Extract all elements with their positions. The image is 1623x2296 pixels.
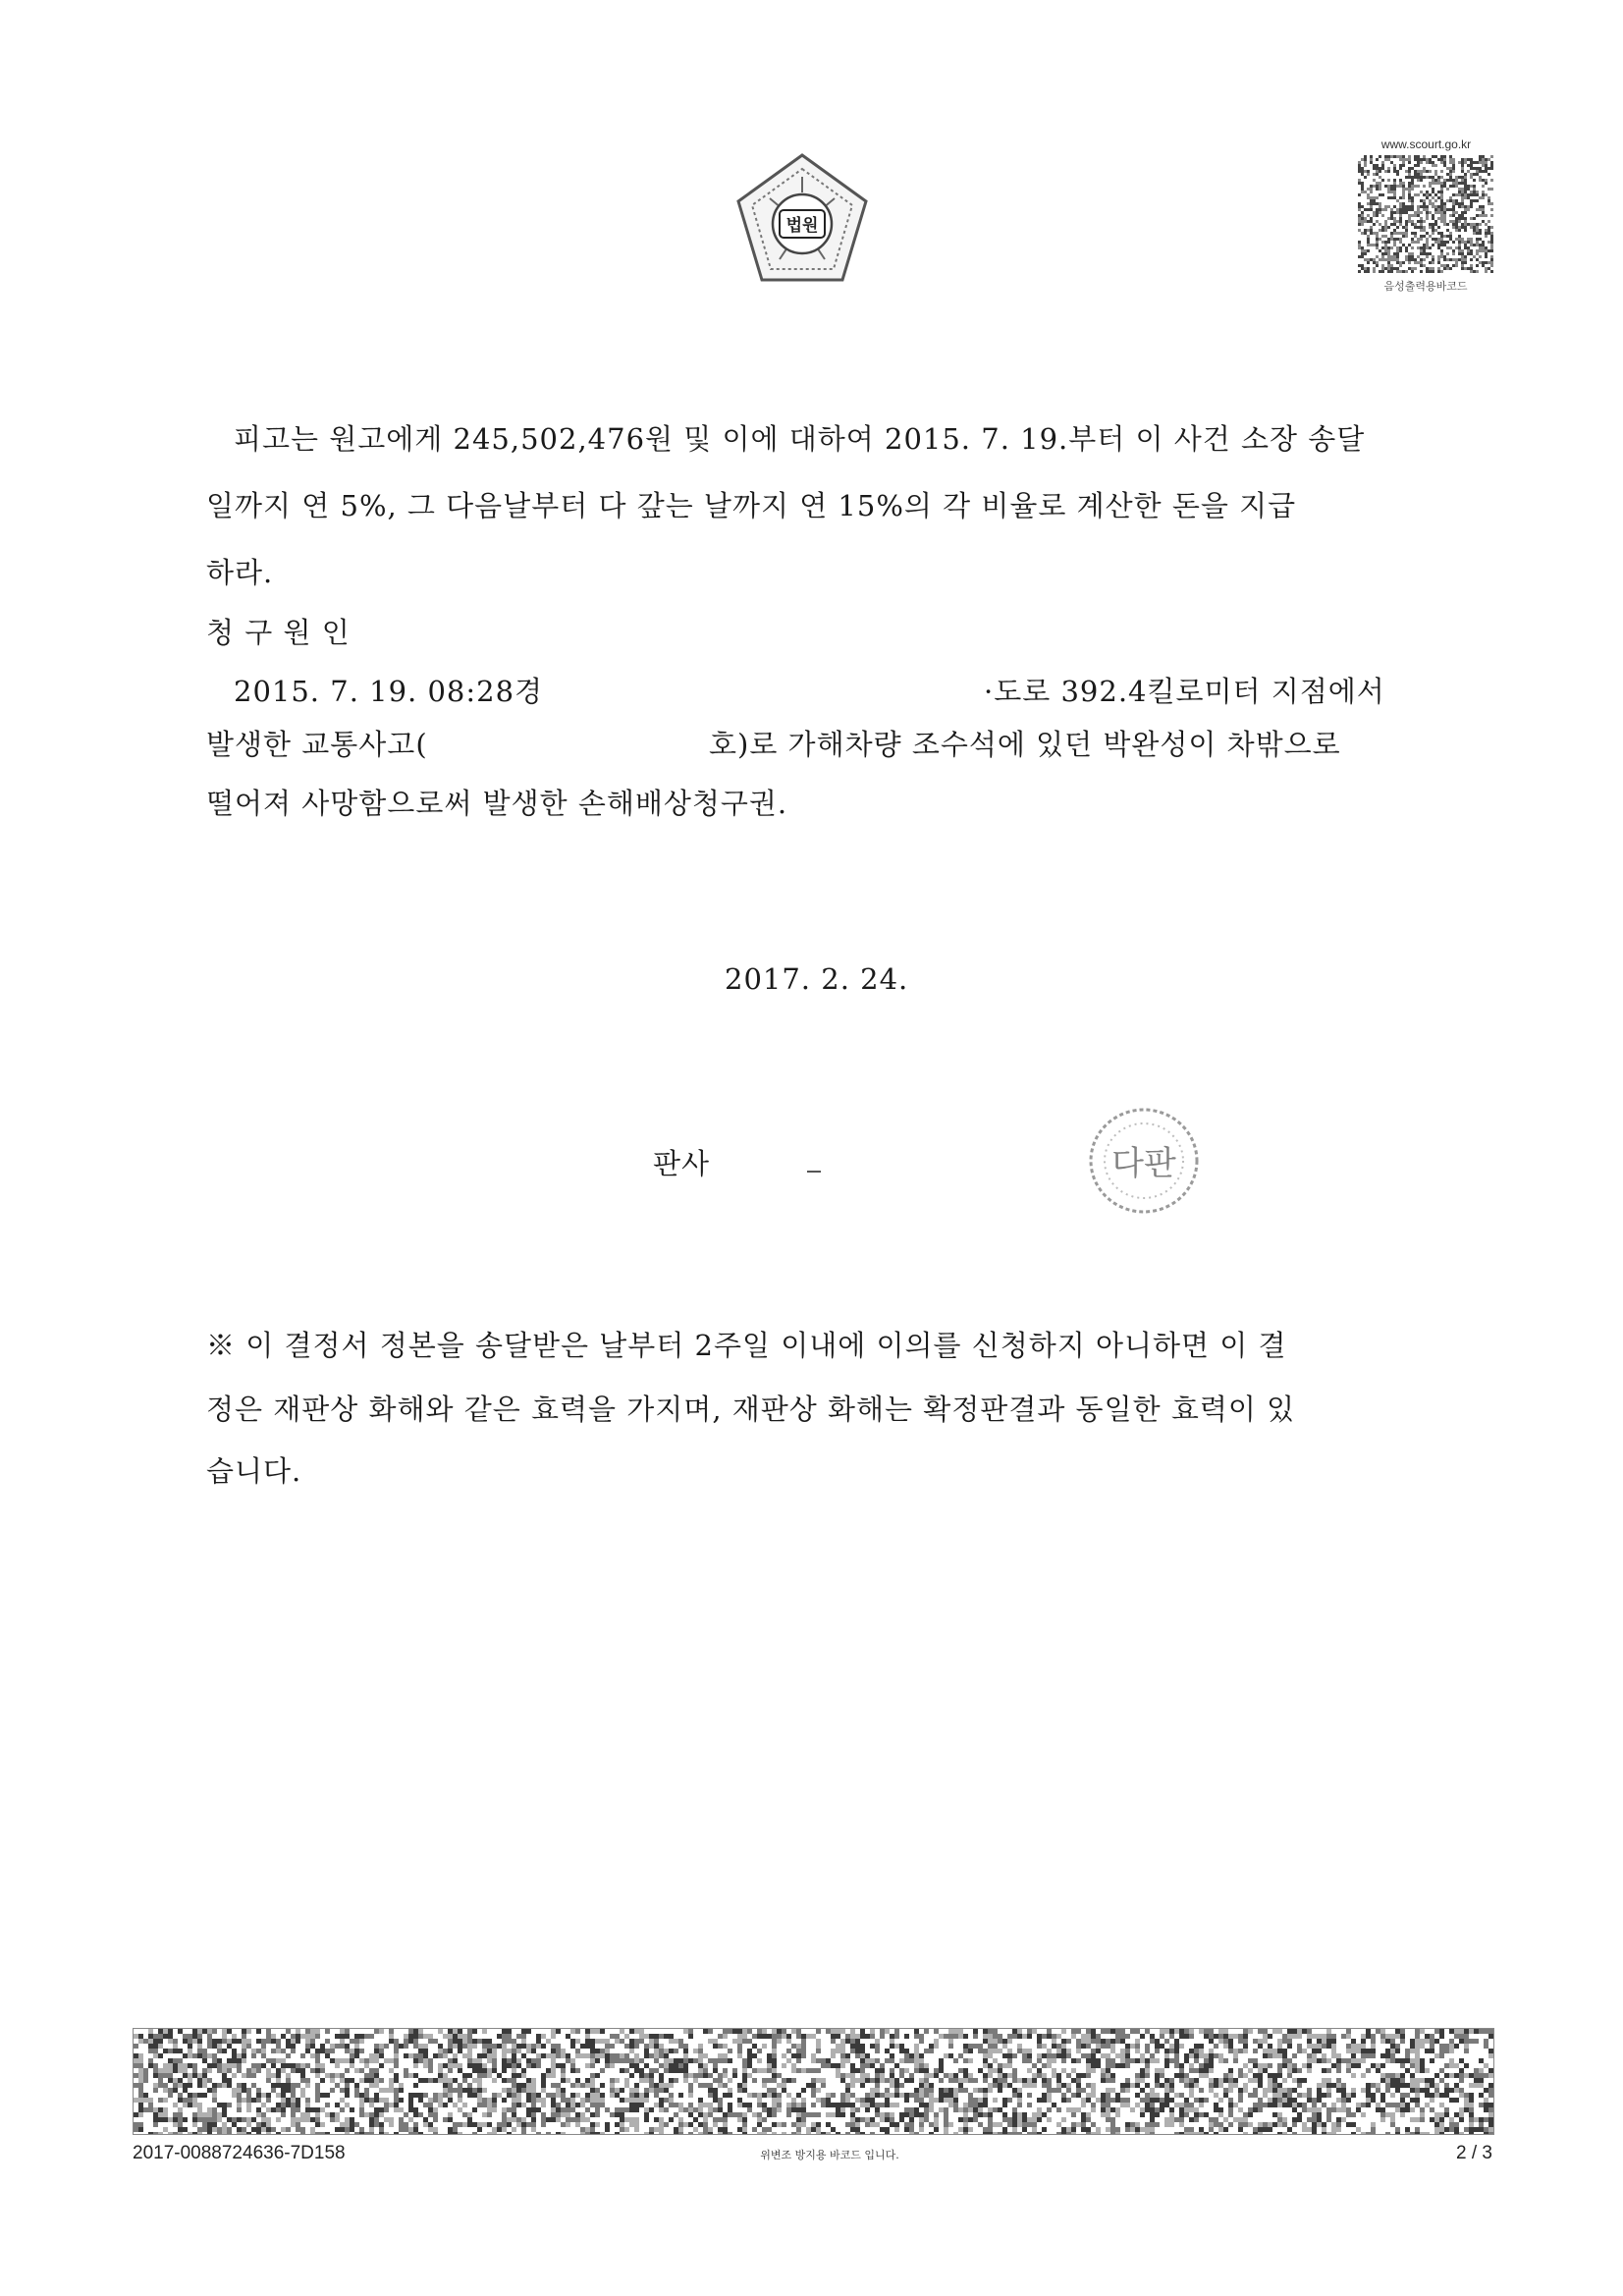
claim-line-1-start: 2015. 7. 19. 08:28경	[234, 675, 544, 708]
anti-forgery-barcode	[133, 2028, 1494, 2135]
qr-url: www.scourt.go.kr	[1380, 137, 1472, 151]
claim-line-2-end: 호)로 가해차량 조수석에 있던 박완성이 차밖으로	[709, 728, 1341, 761]
redaction-mark	[807, 1171, 821, 1173]
qr-caption: 음성출력용바코드	[1383, 280, 1468, 293]
claim-heading: 청 구 원 인	[206, 616, 351, 649]
redaction-vehicle-number	[452, 721, 697, 760]
emblem-label: 법원	[785, 216, 819, 236]
claim-line-2-start: 발생한 교통사고(	[206, 728, 428, 761]
seal-text: 다판	[1111, 1144, 1176, 1183]
court-emblem	[729, 147, 876, 295]
claim-line-3: 떨어져 사망함으로써 발생한 손해배상청구권.	[206, 787, 788, 820]
order-line-2: 일까지 연 5%, 그 다음날부터 다 갚는 날까지 연 15%의 각 비율로 계산한 돈을 지급	[206, 489, 1297, 522]
document-id: 2017-0088724636-7D158	[133, 2143, 346, 2163]
barcode-caption: 위변조 방지용 바코드 입니다.	[760, 2149, 899, 2161]
order-line-1: 피고는 원고에게 245,502,476원 및 이에 대하여 2015. 7. 19.부터 이 사건 소장 송달	[234, 422, 1366, 456]
claim-line-1-end: ·도로 392.4킬로미터 지점에서	[984, 675, 1385, 708]
order-line-3: 하라.	[206, 556, 274, 589]
judge-seal	[1065, 1100, 1222, 1228]
judge-title: 판사	[653, 1147, 711, 1180]
notice-line-3: 습니다.	[206, 1454, 302, 1488]
redaction-location	[545, 668, 977, 707]
page-number: 2 / 3	[1456, 2143, 1492, 2163]
decision-date: 2017. 2. 24.	[725, 962, 909, 996]
qr-code	[1358, 155, 1493, 273]
notice-line-1: ※ 이 결정서 정본을 송달받은 날부터 2주일 이내에 이의를 신청하지 아니하면 이 결	[206, 1329, 1287, 1362]
notice-line-2: 정은 재판상 화해와 같은 효력을 가지며, 재판상 화해는 확정판결과 동일한 효력이 있	[206, 1393, 1296, 1426]
